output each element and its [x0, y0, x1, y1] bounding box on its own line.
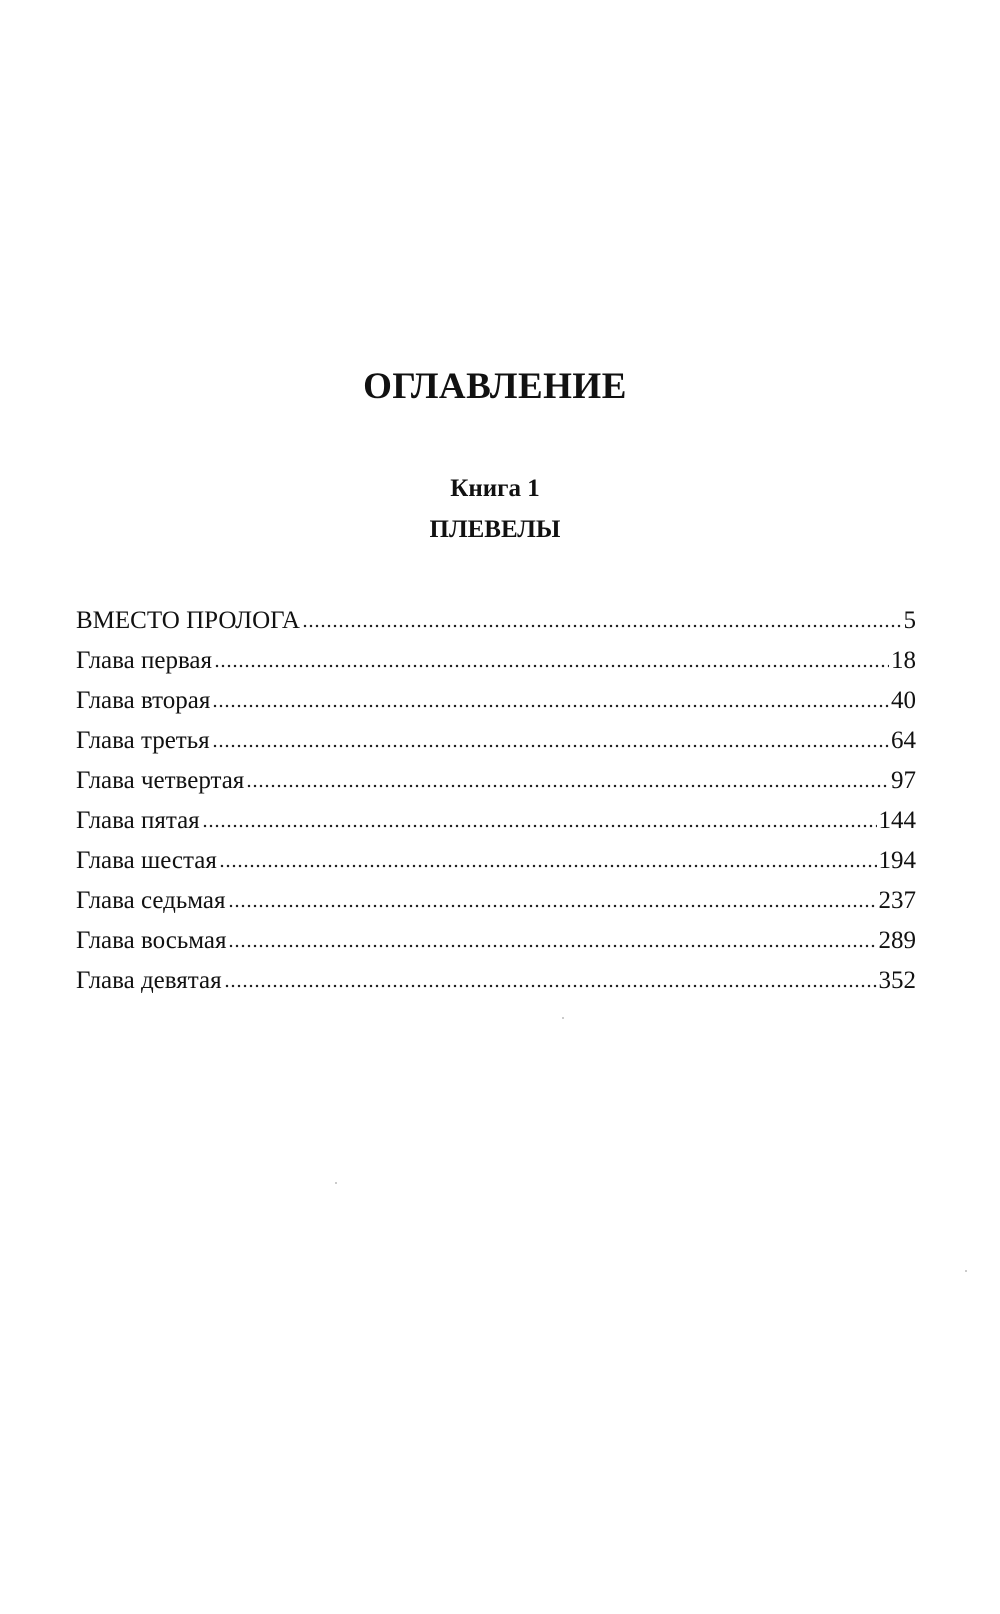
dot-leader: [228, 944, 876, 948]
toc-page-number: 5: [903, 607, 916, 634]
dot-leader: [219, 864, 877, 868]
toc-page-number: 352: [878, 967, 916, 994]
dot-leader: [212, 744, 889, 748]
toc-entry-chapter-8: [76, 913, 916, 953]
toc-entry-label: Глава четвертая: [76, 767, 245, 794]
paper-speck: [562, 1017, 564, 1019]
toc-entry-chapter-1: [76, 633, 916, 673]
toc-entry-label: Глава третья: [76, 727, 210, 754]
toc-page-number: 18: [891, 647, 916, 674]
dot-leader: [214, 664, 889, 668]
toc-entry-label: ВМЕСТО ПРОЛОГА: [76, 607, 300, 634]
book-title: ПЛЕВЕЛЫ: [429, 516, 561, 543]
toc-entry-chapter-3: [76, 713, 916, 753]
toc-page-number: 194: [878, 847, 916, 874]
paper-speck: [335, 1182, 337, 1184]
toc-page-number: 289: [878, 927, 916, 954]
toc-entry-label: Глава восьмая: [76, 927, 227, 954]
table-of-contents: [76, 593, 916, 993]
book-number: Книга 1: [450, 475, 540, 502]
dot-leader: [224, 984, 877, 988]
dot-leader: [246, 784, 889, 788]
toc-entry-chapter-7: [76, 873, 916, 913]
page-title: ОГЛАВЛЕНИЕ: [363, 366, 627, 407]
toc-entry-label: Глава шестая: [76, 847, 217, 874]
toc-page-number: 97: [891, 767, 916, 794]
toc-entry-chapter-9: [76, 953, 916, 993]
dot-leader: [202, 824, 877, 828]
toc-page-number: 64: [891, 727, 916, 754]
toc-page-number: 237: [878, 887, 916, 914]
toc-entry-chapter-5: [76, 793, 916, 833]
toc-entry-label: Глава вторая: [76, 687, 211, 714]
toc-page-number: 144: [878, 807, 916, 834]
toc-entry-label: Глава девятая: [76, 967, 222, 994]
toc-entry-label: Глава первая: [76, 647, 213, 674]
toc-entry-chapter-6: [76, 833, 916, 873]
dot-leader: [228, 904, 877, 908]
dot-leader: [212, 704, 889, 708]
toc-page-number: 40: [891, 687, 916, 714]
toc-entry-label: Глава пятая: [76, 807, 200, 834]
toc-entry-chapter-4: [76, 753, 916, 793]
paper-speck: [965, 1270, 967, 1272]
toc-entry-prologue: [76, 593, 916, 633]
toc-entry-label: Глава седьмая: [76, 887, 226, 914]
dot-leader: [302, 624, 902, 628]
toc-entry-chapter-2: [76, 673, 916, 713]
